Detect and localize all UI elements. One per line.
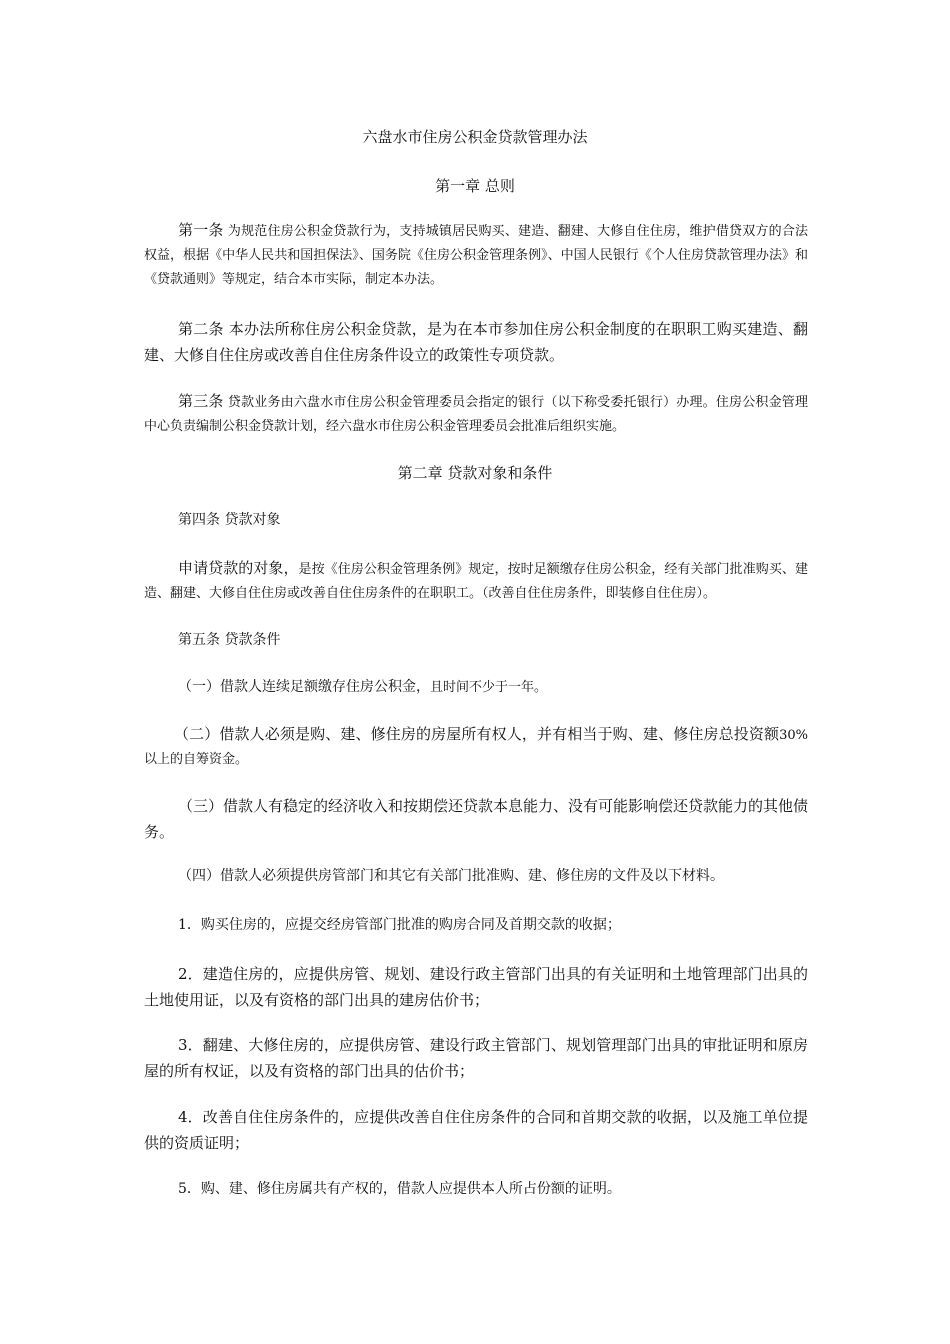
chapter-2-heading: 第二章 贷款对象和条件 bbox=[397, 464, 553, 482]
article-2-body: 本办法所称住房公积金贷款，是为在本市参加住房公积金制度的在职职工购买建造、翻建、大修自住住房或改善自住住房条件设立的政策性专项贷款。 bbox=[144, 320, 808, 364]
article-1-body: 为规范住房公积金贷款行为，支持城镇居民购买、建造、翻建、大修自住住房，维护借贷双方的合法权益，根据《中华人民共和国担保法》、国务院《住房公积金管理条例》、中国人民银行《个人住房贷款管理办法》和《贷款通则》等规定，结合本市实际，制定本办法。 bbox=[144, 224, 808, 287]
condition-3: （三）借款人有稳定的经济收入和按期偿还贷款本息能力、没有可能影响偿还贷款能力的其他债务。 bbox=[144, 797, 809, 841]
article-2-head: 第二条 bbox=[178, 320, 224, 338]
article-3-body: 贷款业务由六盘水市住房公积金管理委员会指定的银行（以下称受委托银行）办理。住房公积金管理中心负责编制公积金贷款计划，经六盘水市住房公积金管理委员会批准后组织实施。 bbox=[144, 395, 808, 434]
condition-2-rest: 30%以上的自筹资金。 bbox=[144, 728, 808, 767]
article-1-head: 第一条 bbox=[178, 221, 224, 239]
article-3 bbox=[144, 389, 808, 439]
article-2 bbox=[144, 316, 808, 368]
article-4-rest: 是按《住房公积金管理条例》规定，按时足额缴存住房公积金，经有关部门批准购买、建造、翻建、大修自住住房或改善自住住房条件的在职职工。（改善自住住房条件，即装修自住住房）。 bbox=[144, 562, 808, 601]
condition-4: （四）借款人必须提供房管部门和其它有关部门批准购、建、修住房的文件及以下材料。 bbox=[178, 868, 724, 884]
chapter-1-heading: 第一章 总则 bbox=[435, 177, 515, 195]
condition-2-lead: （二）借款人必须是购、建、修住房的房屋所有权人，并有相当于购、建、修住房总投资额 bbox=[174, 725, 780, 743]
list-item-2: 2．建造住房的，应提供房管、规划、建设行政主管部门出具的有关证明和土地管理部门出具的土地使用证，以及有资格的部门出具的建房估价书； bbox=[144, 965, 808, 1009]
list-item-1: 1．购买住房的，应提交经房管部门批准的购房合同及首期交款的收据； bbox=[178, 917, 621, 933]
document-title: 六盘水市住房公积金贷款管理办法 bbox=[362, 128, 588, 146]
article-4-lead: 申请贷款的对象， bbox=[178, 559, 299, 577]
article-4-body bbox=[144, 556, 808, 606]
condition-2 bbox=[144, 722, 808, 772]
condition-1-lead: （一）借款人连续足额缴存住房公积金， bbox=[178, 679, 430, 695]
list-item-5: 5．购、建、修住房属共有产权的，借款人应提供本人所占份额的证明。 bbox=[178, 1181, 621, 1197]
list-item-3: 3．翻建、大修住房的，应提供房管、建设行政主管部门、规划管理部门出具的审批证明和原房屋的所有权证，以及有资格的部门出具的估价书； bbox=[144, 1036, 808, 1080]
article-4-heading: 第四条 贷款对象 bbox=[178, 512, 281, 528]
article-1 bbox=[144, 218, 808, 292]
article-5-heading: 第五条 贷款条件 bbox=[178, 632, 281, 648]
condition-1-rest: 且时间不少于一年。 bbox=[430, 680, 548, 695]
article-3-head: 第三条 bbox=[178, 392, 224, 410]
condition-1 bbox=[178, 677, 547, 698]
list-item-4: 4．改善自住住房条件的，应提供改善自住住房条件的合同和首期交款的收据，以及施工单位提供的资质证明； bbox=[144, 1108, 808, 1152]
